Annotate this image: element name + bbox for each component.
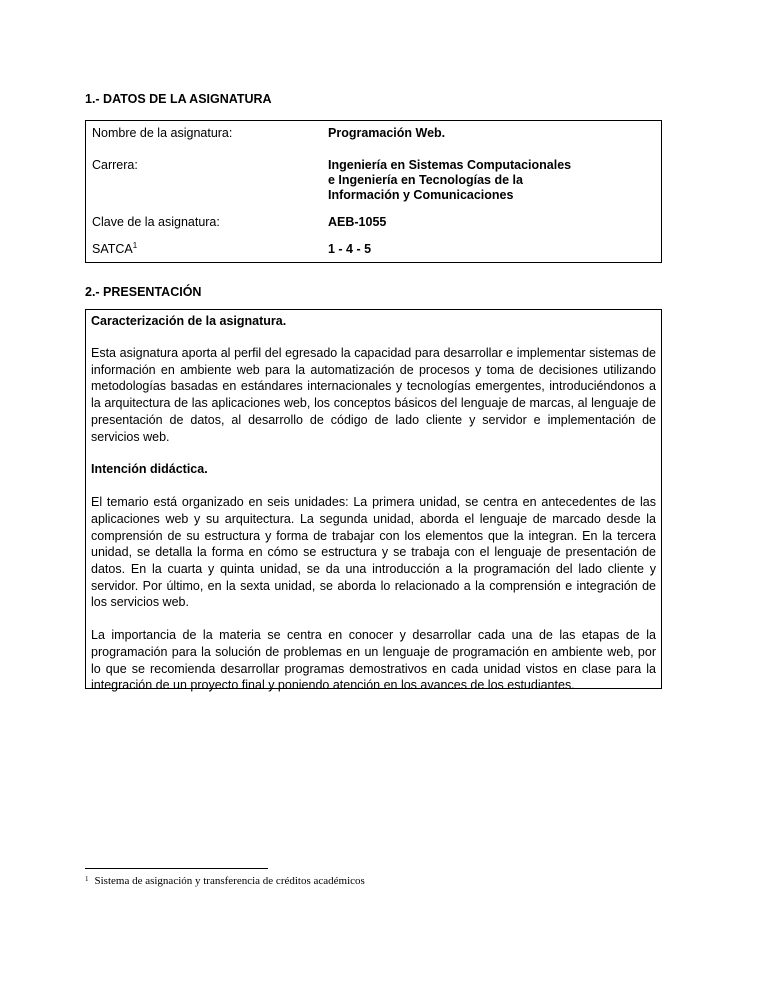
row-value: [328, 152, 662, 211]
row-value: 1 - 4 - 5: [328, 242, 372, 256]
presentacion-box: [85, 309, 662, 693]
carrera-line: Ingeniería en Sistemas Computacionales: [328, 158, 572, 172]
carrera-line: Información y Comunicaciones: [328, 188, 514, 202]
table-row: [86, 121, 662, 153]
footnote-ref: 1: [132, 241, 138, 250]
row-label: Clave de la asignatura:: [92, 215, 220, 229]
carrera-line: e Ingeniería en Tecnologías de la: [328, 173, 523, 187]
row-value: Programación Web.: [328, 126, 446, 140]
satca-label: SATCA: [92, 242, 133, 256]
footnote-number: 1: [85, 875, 89, 883]
row-label: Carrera:: [92, 158, 138, 172]
footnote-divider: [85, 868, 268, 869]
table-row: [86, 152, 662, 211]
paragraph-caracterizacion: Esta asignatura aporta al perfil del egresado la capacidad para desarrollar e implementar sistemas de información en ambiente web para la automatización de procesos y toma de decisiones utilizando metodologías basadas en estándares internacionales y tecnologías emergentes, introduciéndonos a la arquitectura de las aplicaciones web, los conceptos básicos del lenguaje de marcas, al lenguaje de presentación de datos, al desarrollo de código de lado cliente y servidor e implementación de servicios web.: [91, 346, 656, 444]
subheading-intencion: Intención didáctica.: [91, 462, 208, 477]
table-row: [86, 211, 662, 240]
paragraph-intencion-2: La importancia de la materia se centra en conocer y desarrollar cada una de las etapas de la programación para la solución de problemas en un lenguaje de programación en ambiente web, por lo que se recomienda desarrollar programas demostrativos en cada unidad vistos en clase para la integración de un proyecto final y poniendo atención en los avances de los estudiantes.: [91, 628, 656, 693]
section-heading-presentacion: 2.- PRESENTACIÓN: [85, 285, 202, 299]
datos-asignatura-table: [85, 120, 662, 263]
section-heading-datos: 1.- DATOS DE LA ASIGNATURA: [85, 92, 272, 106]
table-row: [86, 240, 662, 263]
paragraph-intencion-1: El temario está organizado en seis unidades: La primera unidad, se centra en antecedentes de las aplicaciones web y su arquitectura. La segunda unidad, aborda el lenguaje de marcado desde la comprensión de su estructura y forma de trabajar con los elementos que la integran. En la tercera unidad, se detalla la forma en cómo se estructura y se trabaja con el lenguaje de presentación de datos. En la cuarta y quinta unidad, se da una introducción a la programación del lado cliente y servidor. Por último, en la sexta unidad, se aborda lo relacionado a la comprensión e integración de los servicios web.: [91, 495, 656, 610]
footnote-text: Sistema de asignación y transferencia de créditos académicos: [94, 875, 365, 887]
footnote: [85, 875, 365, 887]
subheading-caracterizacion: Caracterización de la asignatura.: [91, 314, 287, 328]
row-label: Nombre de la asignatura:: [92, 126, 233, 140]
row-value: AEB-1055: [328, 215, 387, 229]
row-label: [86, 240, 329, 263]
